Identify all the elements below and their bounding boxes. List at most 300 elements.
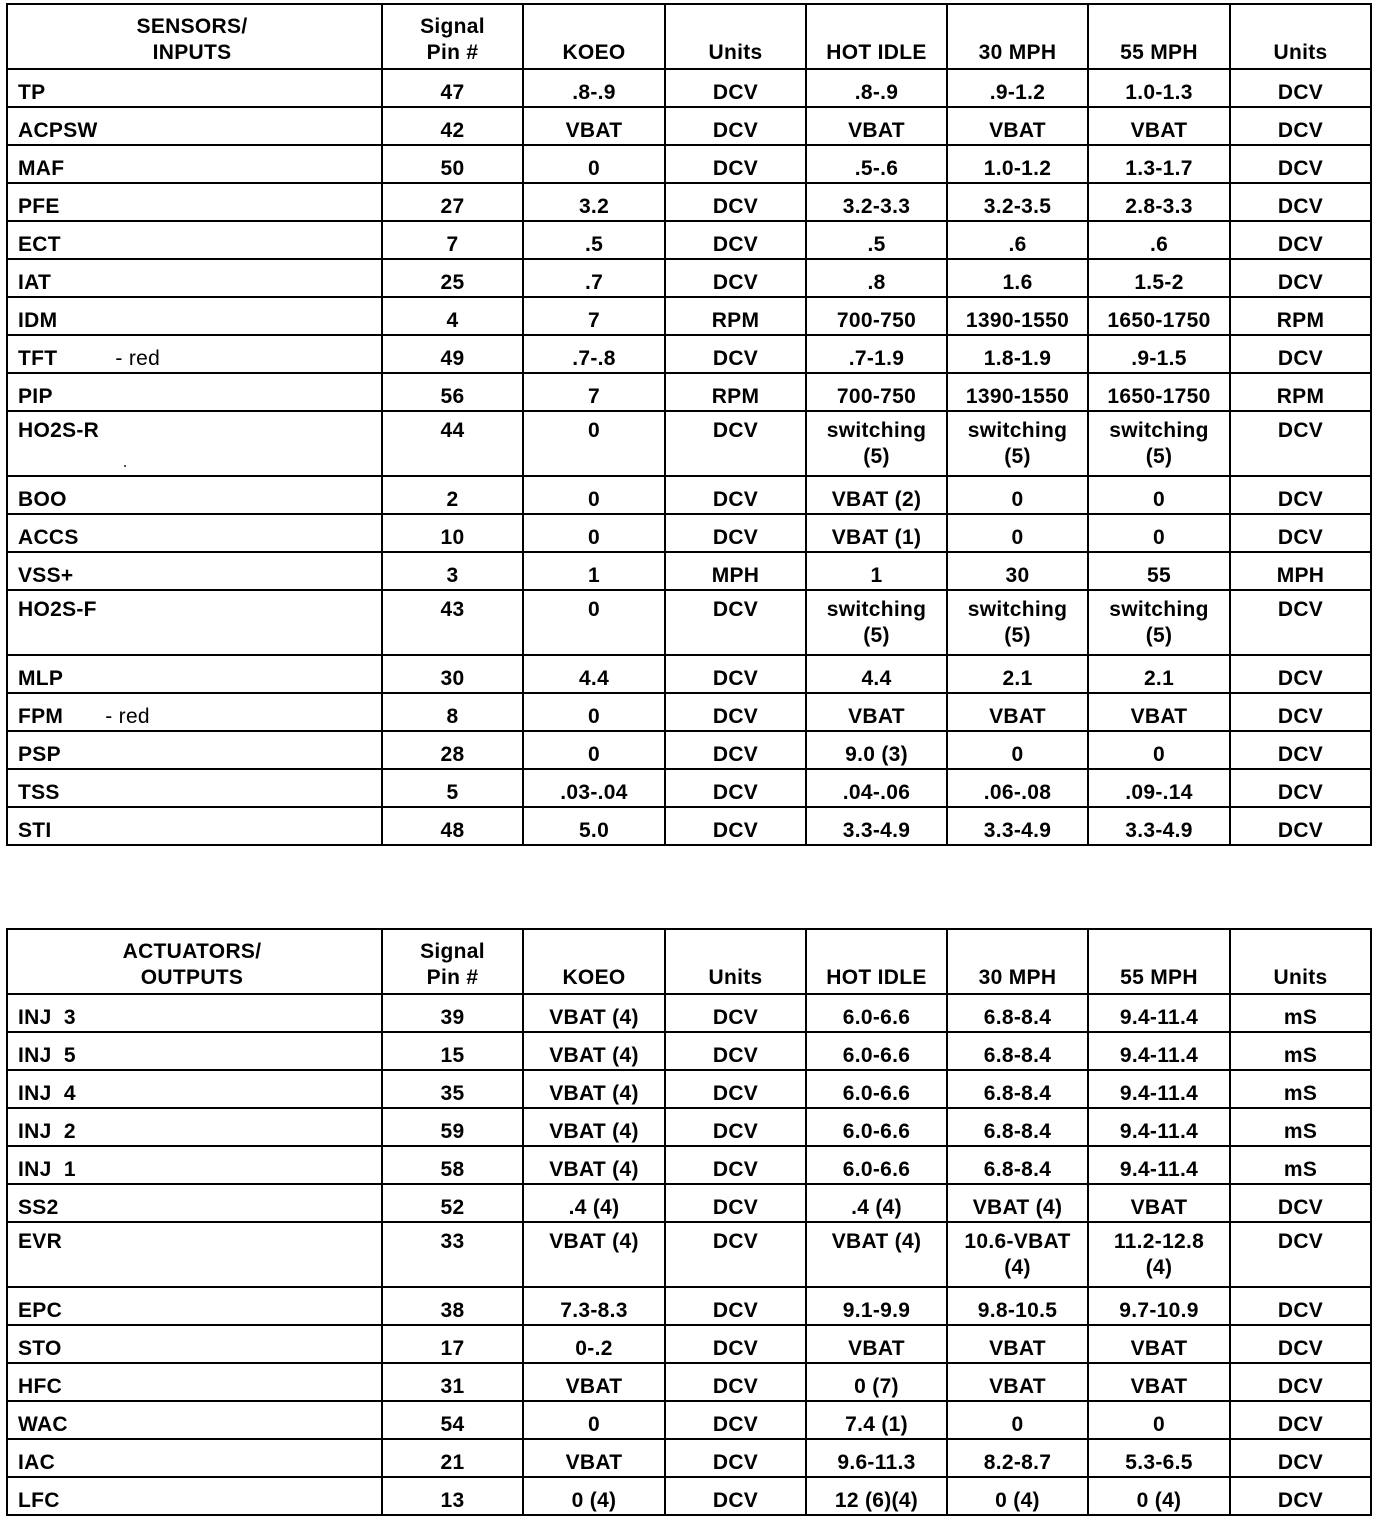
units-cell: DCV	[1230, 221, 1371, 259]
table-body	[7, 69, 1371, 845]
header-koeo-units: Units	[665, 929, 806, 994]
units-cell: DCV	[1230, 590, 1371, 655]
signal-name-cell	[7, 769, 382, 807]
units-cell: DCV	[1230, 1184, 1371, 1222]
signal-name-cell	[7, 1184, 382, 1222]
koeo-units-cell: DCV	[665, 1070, 806, 1108]
units-cell: DCV	[1230, 411, 1371, 476]
koeo-value-cell: .5	[523, 221, 665, 259]
koeo-units-cell: RPM	[665, 373, 806, 411]
signal-name: WAC	[18, 1413, 68, 1436]
wire-color-note: - red	[115, 347, 161, 370]
koeo-units-cell: DCV	[665, 221, 806, 259]
30-mph-value-cell: VBAT (4)	[947, 1184, 1088, 1222]
signal-pin-cell: 27	[382, 183, 523, 221]
55-mph-value-cell: VBAT	[1088, 1184, 1230, 1222]
signal-name: LFC	[18, 1489, 60, 1512]
koeo-units-cell: DCV	[665, 731, 806, 769]
signal-name: INJ 3	[18, 1006, 76, 1029]
header-55-mph: 55 MPH	[1088, 929, 1230, 994]
signal-pin-cell: 5	[382, 769, 523, 807]
55-mph-value-cell: 9.4-11.4	[1088, 1070, 1230, 1108]
table-row	[7, 411, 1371, 476]
units-cell: DCV	[1230, 514, 1371, 552]
55-mph-value-cell: 9.7-10.9	[1088, 1287, 1230, 1325]
55-mph-value-cell: 0	[1088, 731, 1230, 769]
signal-name: TP	[18, 81, 46, 104]
table-row	[7, 221, 1371, 259]
koeo-value-cell: VBAT (4)	[523, 1146, 665, 1184]
signal-pin-cell: 33	[382, 1222, 523, 1287]
koeo-units-cell: DCV	[665, 1184, 806, 1222]
koeo-value-cell: 0	[523, 590, 665, 655]
signal-name-cell	[7, 107, 382, 145]
koeo-units-cell: DCV	[665, 335, 806, 373]
hot-idle-value-cell: .8	[806, 259, 947, 297]
signal-name-cell	[7, 655, 382, 693]
table-row	[7, 731, 1371, 769]
table-row	[7, 183, 1371, 221]
header-units: Units	[1230, 4, 1371, 69]
hot-idle-value-cell: 6.0-6.6	[806, 1070, 947, 1108]
signal-pin-cell: 8	[382, 693, 523, 731]
units-cell: RPM	[1230, 297, 1371, 335]
koeo-value-cell: VBAT	[523, 107, 665, 145]
30-mph-value-cell: 0	[947, 476, 1088, 514]
table-row	[7, 145, 1371, 183]
koeo-value-cell: 0	[523, 476, 665, 514]
koeo-value-cell: 4.4	[523, 655, 665, 693]
hot-idle-value-cell: VBAT (2)	[806, 476, 947, 514]
header-koeo: KOEO	[523, 929, 665, 994]
koeo-value-cell: 0	[523, 1401, 665, 1439]
hot-idle-value-cell: 6.0-6.6	[806, 1108, 947, 1146]
30-mph-value-cell: 0	[947, 514, 1088, 552]
55-mph-value-cell: 0	[1088, 1401, 1230, 1439]
55-mph-value-cell: 0 (4)	[1088, 1477, 1230, 1515]
hot-idle-value-cell: .04-.06	[806, 769, 947, 807]
units-cell: mS	[1230, 1108, 1371, 1146]
units-cell: DCV	[1230, 1222, 1371, 1287]
signal-pin-cell: 4	[382, 297, 523, 335]
koeo-units-cell: DCV	[665, 145, 806, 183]
units-cell: MPH	[1230, 552, 1371, 590]
signal-name-cell	[7, 183, 382, 221]
koeo-value-cell: 0	[523, 145, 665, 183]
koeo-value-cell: 5.0	[523, 807, 665, 845]
30-mph-value-cell: switching (5)	[947, 590, 1088, 655]
signal-name: PFE	[18, 195, 60, 218]
signal-pin-cell: 15	[382, 1032, 523, 1070]
koeo-units-cell: DCV	[665, 69, 806, 107]
units-cell: DCV	[1230, 1287, 1371, 1325]
hot-idle-value-cell: 4.4	[806, 655, 947, 693]
signal-name-cell	[7, 259, 382, 297]
signal-pin-cell: 58	[382, 1146, 523, 1184]
signal-pin-cell: 17	[382, 1325, 523, 1363]
units-cell: DCV	[1230, 731, 1371, 769]
koeo-value-cell: 0	[523, 693, 665, 731]
signal-name-cell	[7, 1108, 382, 1146]
header-hot-idle: HOT IDLE	[806, 4, 947, 69]
signal-pin-cell: 21	[382, 1439, 523, 1477]
header-koeo-units: Units	[665, 4, 806, 69]
signal-pin-cell: 3	[382, 552, 523, 590]
koeo-units-cell: DCV	[665, 1108, 806, 1146]
table-row	[7, 1287, 1371, 1325]
units-cell: DCV	[1230, 335, 1371, 373]
koeo-value-cell: VBAT	[523, 1363, 665, 1401]
units-cell: DCV	[1230, 1439, 1371, 1477]
signal-pin-cell: 31	[382, 1363, 523, 1401]
hot-idle-value-cell: .8-.9	[806, 69, 947, 107]
header-signal-pin: Signal Pin #	[382, 929, 523, 994]
30-mph-value-cell: 2.1	[947, 655, 1088, 693]
koeo-value-cell: 0	[523, 514, 665, 552]
signal-pin-cell: 2	[382, 476, 523, 514]
koeo-units-cell: DCV	[665, 769, 806, 807]
wire-color-note: - red	[105, 705, 150, 728]
signal-name-cell	[7, 693, 382, 731]
koeo-value-cell: .7-.8	[523, 335, 665, 373]
55-mph-value-cell: switching (5)	[1088, 411, 1230, 476]
koeo-units-cell: DCV	[665, 1439, 806, 1477]
30-mph-value-cell: 3.2-3.5	[947, 183, 1088, 221]
koeo-units-cell: DCV	[665, 807, 806, 845]
signal-name-cell	[7, 1222, 382, 1287]
table-row	[7, 1401, 1371, 1439]
55-mph-value-cell: 5.3-6.5	[1088, 1439, 1230, 1477]
hot-idle-value-cell: 6.0-6.6	[806, 994, 947, 1032]
signal-name-cell	[7, 373, 382, 411]
55-mph-value-cell: switching (5)	[1088, 590, 1230, 655]
scan-speck	[124, 465, 126, 467]
table-body	[7, 994, 1371, 1515]
55-mph-value-cell: 2.8-3.3	[1088, 183, 1230, 221]
30-mph-value-cell: 6.8-8.4	[947, 1032, 1088, 1070]
30-mph-value-cell: .9-1.2	[947, 69, 1088, 107]
koeo-value-cell: VBAT (4)	[523, 1032, 665, 1070]
koeo-units-cell: DCV	[665, 514, 806, 552]
koeo-value-cell: VBAT (4)	[523, 1070, 665, 1108]
hot-idle-value-cell: .4 (4)	[806, 1184, 947, 1222]
30-mph-value-cell: 0	[947, 731, 1088, 769]
units-cell: mS	[1230, 1146, 1371, 1184]
koeo-units-cell: DCV	[665, 1363, 806, 1401]
30-mph-value-cell: 6.8-8.4	[947, 1108, 1088, 1146]
signal-pin-cell: 30	[382, 655, 523, 693]
table-header-row	[7, 929, 1371, 994]
hot-idle-value-cell: 9.6-11.3	[806, 1439, 947, 1477]
signal-name: MLP	[18, 667, 64, 690]
hot-idle-value-cell: .5-.6	[806, 145, 947, 183]
hot-idle-value-cell: 1	[806, 552, 947, 590]
30-mph-value-cell: VBAT	[947, 1325, 1088, 1363]
koeo-units-cell: RPM	[665, 297, 806, 335]
signal-name-cell	[7, 335, 382, 373]
hot-idle-value-cell: .5	[806, 221, 947, 259]
signal-name: BOO	[18, 488, 67, 511]
signal-pin-cell: 35	[382, 1070, 523, 1108]
signal-pin-cell: 44	[382, 411, 523, 476]
30-mph-value-cell: 1.8-1.9	[947, 335, 1088, 373]
hot-idle-value-cell: .7-1.9	[806, 335, 947, 373]
hot-idle-value-cell: VBAT	[806, 693, 947, 731]
koeo-units-cell: DCV	[665, 693, 806, 731]
header-koeo: KOEO	[523, 4, 665, 69]
koeo-value-cell: 7	[523, 297, 665, 335]
signal-pin-cell: 25	[382, 259, 523, 297]
table-header-row	[7, 4, 1371, 69]
signal-pin-cell: 49	[382, 335, 523, 373]
table-row	[7, 1070, 1371, 1108]
signal-pin-cell: 10	[382, 514, 523, 552]
hot-idle-value-cell: 700-750	[806, 373, 947, 411]
signal-pin-cell: 48	[382, 807, 523, 845]
hot-idle-value-cell: switching (5)	[806, 411, 947, 476]
30-mph-value-cell: 0	[947, 1401, 1088, 1439]
signal-name: HO2S-F	[18, 598, 97, 621]
table-row	[7, 297, 1371, 335]
table-row	[7, 335, 1371, 373]
koeo-units-cell: DCV	[665, 259, 806, 297]
koeo-value-cell: 0	[523, 411, 665, 476]
header-hot-idle: HOT IDLE	[806, 929, 947, 994]
signal-pin-cell: 7	[382, 221, 523, 259]
signal-name-cell	[7, 1146, 382, 1184]
koeo-value-cell: VBAT	[523, 1439, 665, 1477]
koeo-value-cell: VBAT (4)	[523, 1108, 665, 1146]
table-row	[7, 373, 1371, 411]
table-row	[7, 1477, 1371, 1515]
koeo-value-cell: .03-.04	[523, 769, 665, 807]
koeo-units-cell: DCV	[665, 1146, 806, 1184]
hot-idle-value-cell: 12 (6)(4)	[806, 1477, 947, 1515]
30-mph-value-cell: 6.8-8.4	[947, 994, 1088, 1032]
header-category: ACTUATORS/ OUTPUTS	[7, 929, 382, 994]
hot-idle-value-cell: 6.0-6.6	[806, 1146, 947, 1184]
table-row	[7, 259, 1371, 297]
units-cell: DCV	[1230, 1363, 1371, 1401]
55-mph-value-cell: 9.4-11.4	[1088, 1032, 1230, 1070]
signal-name: INJ 4	[18, 1082, 76, 1105]
55-mph-value-cell: 1650-1750	[1088, 297, 1230, 335]
signal-pin-cell: 50	[382, 145, 523, 183]
koeo-units-cell: DCV	[665, 994, 806, 1032]
signal-name: IAC	[18, 1451, 56, 1474]
signal-name: ECT	[18, 233, 61, 256]
signal-name-cell	[7, 514, 382, 552]
signal-name-cell	[7, 807, 382, 845]
hot-idle-value-cell: VBAT	[806, 1325, 947, 1363]
hot-idle-value-cell: 9.1-9.9	[806, 1287, 947, 1325]
30-mph-value-cell: switching (5)	[947, 411, 1088, 476]
signal-name: INJ 1	[18, 1158, 76, 1181]
signal-name: TSS	[18, 781, 60, 804]
hot-idle-value-cell: 700-750	[806, 297, 947, 335]
koeo-value-cell: .7	[523, 259, 665, 297]
signal-name-cell	[7, 1287, 382, 1325]
koeo-value-cell: 1	[523, 552, 665, 590]
signal-pin-cell: 42	[382, 107, 523, 145]
table-row	[7, 1222, 1371, 1287]
units-cell: DCV	[1230, 1325, 1371, 1363]
55-mph-value-cell: .9-1.5	[1088, 335, 1230, 373]
units-cell: DCV	[1230, 1401, 1371, 1439]
hot-idle-value-cell: 3.3-4.9	[806, 807, 947, 845]
header-30-mph: 30 MPH	[947, 929, 1088, 994]
55-mph-value-cell: VBAT	[1088, 107, 1230, 145]
signal-name: INJ 2	[18, 1120, 76, 1143]
actuators-outputs-table	[6, 928, 1372, 1516]
table-row	[7, 994, 1371, 1032]
koeo-value-cell: .8-.9	[523, 69, 665, 107]
signal-name-cell	[7, 552, 382, 590]
55-mph-value-cell: 55	[1088, 552, 1230, 590]
30-mph-value-cell: .6	[947, 221, 1088, 259]
units-cell: RPM	[1230, 373, 1371, 411]
signal-name: IDM	[18, 309, 58, 332]
signal-pin-cell: 54	[382, 1401, 523, 1439]
55-mph-value-cell: .6	[1088, 221, 1230, 259]
signal-name: FPM	[18, 705, 64, 728]
signal-name: EPC	[18, 1299, 63, 1322]
signal-name: SS2	[18, 1196, 59, 1219]
signal-name-cell	[7, 476, 382, 514]
table-row	[7, 69, 1371, 107]
30-mph-value-cell: .06-.08	[947, 769, 1088, 807]
signal-name: TFT	[18, 347, 58, 370]
header-55-mph: 55 MPH	[1088, 4, 1230, 69]
signal-name-cell	[7, 69, 382, 107]
units-cell: mS	[1230, 1032, 1371, 1070]
signal-name-cell	[7, 1032, 382, 1070]
signal-pin-cell: 13	[382, 1477, 523, 1515]
signal-name: EVR	[18, 1230, 63, 1253]
table-row	[7, 1439, 1371, 1477]
signal-name-cell	[7, 1401, 382, 1439]
units-cell: DCV	[1230, 769, 1371, 807]
sensors-inputs-table	[6, 3, 1372, 846]
signal-name-cell	[7, 590, 382, 655]
units-cell: DCV	[1230, 145, 1371, 183]
koeo-units-cell: DCV	[665, 183, 806, 221]
koeo-value-cell: 7	[523, 373, 665, 411]
55-mph-value-cell: VBAT	[1088, 1363, 1230, 1401]
signal-name: ACCS	[18, 526, 79, 549]
koeo-value-cell: VBAT (4)	[523, 1222, 665, 1287]
signal-pin-cell: 47	[382, 69, 523, 107]
koeo-value-cell: .4 (4)	[523, 1184, 665, 1222]
table-row	[7, 1325, 1371, 1363]
signal-name-cell	[7, 1070, 382, 1108]
30-mph-value-cell: 9.8-10.5	[947, 1287, 1088, 1325]
signal-name: IAT	[18, 271, 52, 294]
table-row	[7, 769, 1371, 807]
signal-name-cell	[7, 1477, 382, 1515]
header-signal-pin: Signal Pin #	[382, 4, 523, 69]
signal-name: PIP	[18, 385, 53, 408]
units-cell: DCV	[1230, 655, 1371, 693]
55-mph-value-cell: 9.4-11.4	[1088, 1108, 1230, 1146]
signal-pin-cell: 43	[382, 590, 523, 655]
55-mph-value-cell: 1.5-2	[1088, 259, 1230, 297]
55-mph-value-cell: 9.4-11.4	[1088, 994, 1230, 1032]
koeo-units-cell: DCV	[665, 590, 806, 655]
table-row	[7, 655, 1371, 693]
55-mph-value-cell: .09-.14	[1088, 769, 1230, 807]
units-cell: DCV	[1230, 259, 1371, 297]
table-row	[7, 590, 1371, 655]
units-cell: DCV	[1230, 1477, 1371, 1515]
signal-name: HFC	[18, 1375, 63, 1398]
koeo-units-cell: DCV	[665, 655, 806, 693]
table-row	[7, 1184, 1371, 1222]
units-cell: DCV	[1230, 107, 1371, 145]
header-category: SENSORS/ INPUTS	[7, 4, 382, 69]
signal-name: VSS+	[18, 564, 74, 587]
30-mph-value-cell: 1.0-1.2	[947, 145, 1088, 183]
signal-name: MAF	[18, 157, 65, 180]
55-mph-value-cell: 11.2-12.8 (4)	[1088, 1222, 1230, 1287]
table-row	[7, 1032, 1371, 1070]
table-row	[7, 1146, 1371, 1184]
hot-idle-value-cell: 3.2-3.3	[806, 183, 947, 221]
55-mph-value-cell: 3.3-4.9	[1088, 807, 1230, 845]
hot-idle-value-cell: 9.0 (3)	[806, 731, 947, 769]
koeo-units-cell: DCV	[665, 1325, 806, 1363]
signal-pin-cell: 52	[382, 1184, 523, 1222]
table-row	[7, 552, 1371, 590]
koeo-units-cell: DCV	[665, 411, 806, 476]
table-row	[7, 807, 1371, 845]
hot-idle-value-cell: 0 (7)	[806, 1363, 947, 1401]
table-row	[7, 514, 1371, 552]
signal-name-cell	[7, 994, 382, 1032]
30-mph-value-cell: 0 (4)	[947, 1477, 1088, 1515]
koeo-value-cell: 7.3-8.3	[523, 1287, 665, 1325]
koeo-units-cell: DCV	[665, 1032, 806, 1070]
signal-name-cell	[7, 221, 382, 259]
units-cell: DCV	[1230, 807, 1371, 845]
30-mph-value-cell: VBAT	[947, 1363, 1088, 1401]
signal-name-cell	[7, 411, 382, 476]
koeo-units-cell: DCV	[665, 1222, 806, 1287]
table-row	[7, 476, 1371, 514]
header-30-mph: 30 MPH	[947, 4, 1088, 69]
table-row	[7, 693, 1371, 731]
koeo-value-cell: 0 (4)	[523, 1477, 665, 1515]
hot-idle-value-cell: VBAT (4)	[806, 1222, 947, 1287]
30-mph-value-cell: 30	[947, 552, 1088, 590]
hot-idle-value-cell: 7.4 (1)	[806, 1401, 947, 1439]
units-cell: DCV	[1230, 693, 1371, 731]
signal-pin-cell: 39	[382, 994, 523, 1032]
30-mph-value-cell: VBAT	[947, 693, 1088, 731]
30-mph-value-cell: 1390-1550	[947, 297, 1088, 335]
koeo-value-cell: 3.2	[523, 183, 665, 221]
signal-name: STI	[18, 819, 52, 842]
signal-pin-cell: 56	[382, 373, 523, 411]
55-mph-value-cell: VBAT	[1088, 1325, 1230, 1363]
55-mph-value-cell: 0	[1088, 476, 1230, 514]
units-cell: DCV	[1230, 476, 1371, 514]
signal-pin-cell: 28	[382, 731, 523, 769]
koeo-units-cell: MPH	[665, 552, 806, 590]
koeo-value-cell: 0-.2	[523, 1325, 665, 1363]
55-mph-value-cell: 1.0-1.3	[1088, 69, 1230, 107]
header-units: Units	[1230, 929, 1371, 994]
